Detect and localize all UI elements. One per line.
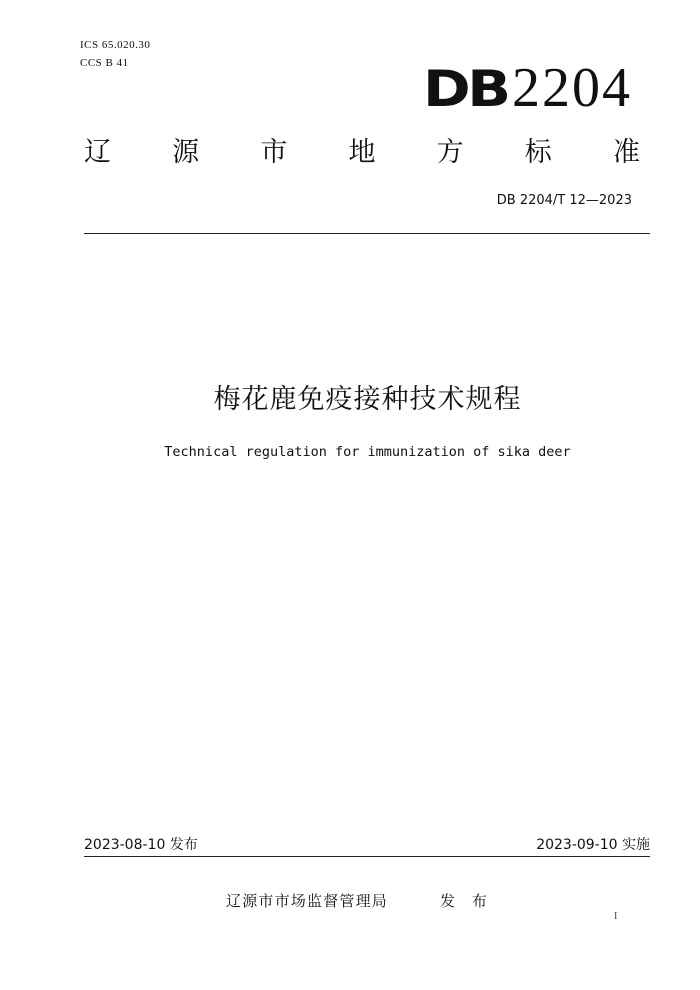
publisher-name: 辽源市市场监督管理局: [226, 892, 389, 910]
standard-code-logo: [423, 57, 632, 119]
standard-type-char: 标: [524, 137, 552, 168]
standard-type-char: 方: [436, 137, 464, 168]
standard-type-char: 地: [348, 137, 376, 168]
document-title-english: Technical regulation for immunization of sika deer: [164, 444, 571, 460]
standard-type-char: 辽: [84, 137, 111, 168]
implementation-date: 2023-09-10 实施: [536, 837, 650, 853]
standard-type-heading: [84, 133, 640, 173]
standard-type-char: 准: [612, 137, 640, 168]
publish-label: 发 布: [440, 892, 493, 910]
footer-divider: [84, 856, 650, 857]
code-prefix: DB: [423, 60, 508, 118]
document-title-chinese: 梅花鹿免疫接种技术规程: [213, 384, 522, 415]
code-number: 2204: [512, 57, 632, 119]
header-divider: [84, 233, 650, 234]
classification-codes: [80, 36, 150, 72]
standard-type-char: 市: [260, 137, 288, 168]
standard-type-char: 源: [172, 137, 200, 168]
standard-number: DB 2204/T 12—2023: [496, 193, 632, 208]
ccs-code: CCS B 41: [80, 57, 129, 69]
page-number: I: [614, 911, 618, 922]
ics-code: ICS 65.020.30: [80, 39, 151, 51]
release-date: 2023-08-10 发布: [84, 837, 198, 853]
